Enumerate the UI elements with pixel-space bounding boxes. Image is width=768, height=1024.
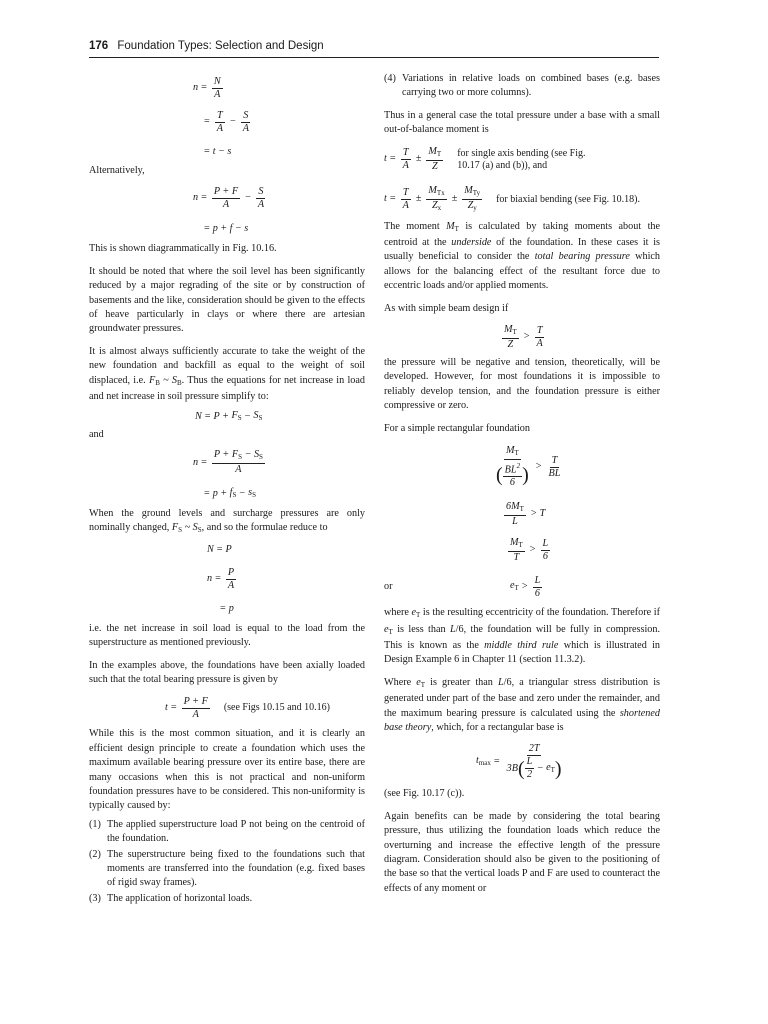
paragraph-ground-levels-b: , and so the formulae reduce to — [201, 522, 328, 534]
equation-equals-p: = p — [220, 603, 234, 615]
equation-biaxial: t = $\frac{T}{A}$ ± $\frac{M_{Tx}}{Z_x}$ ± $\frac{M_{Ty}}{Z_y}$ for biaxial bending (see Fig. 10.18). — [384, 185, 640, 213]
header-rule — [89, 57, 659, 58]
paragraph-pressure: the pressure will be negative and tension, theoretically, will be developed. However, for most foundations it is impossible to reliably develop tension, and the foundation pressure is either compressive or zero. — [384, 357, 660, 412]
paragraph-moment: The moment $M_T$ is calculated by taking moments about the centroid at the underside of the foundation. In these cases it is usually beneficial to consider the total bearing pressure which allows for the balancing effect of the resultant force due to eccentric loads and/or applied moments. — [384, 220, 661, 292]
list-item: (3) The application of horizontal loads. — [89, 892, 253, 904]
equation-p-fs-ss: = p + $f_S$ − $s_S$ — [204, 486, 256, 499]
see-fig-c-text: (see Fig. 10.17 (c)). — [384, 788, 465, 800]
equation-mt-z-gt-t-a: $\frac{M_T}{Z}$ > $\frac{T}{A}$ — [504, 323, 543, 350]
inline-fs-ss: $F_S$ ~ $S_S$ — [171, 522, 202, 535]
paragraph-almost-always-b: . Thus the equations for net increase in load and net increase in soil pressure simplify to: — [89, 374, 366, 403]
right-column — [384, 72, 660, 904]
equation-p-plus-f-minus-s: = p + f − s — [204, 223, 249, 235]
paragraph-examples: In the examples above, the foundations have been axially loaded such that the total bearing pressure is given by — [89, 659, 365, 685]
causes-list — [89, 818, 365, 906]
paragraph-as-with: As with simple beam design if — [384, 302, 509, 314]
single-axis-text: for single axis bending (see Fig. 10.17 (a) and (b)), and — [457, 147, 586, 171]
paragraph-soil-level: It should be noted that where the soil level has been significantly reduced by a major regrading of the site or by construction of basements and the like, consideration should be given to the effects of heave particularly in clays or where there are artesian groundwater pressures. — [89, 265, 365, 335]
paragraph-where: where $e_T$ is the resulting eccentricity of the foundation. Therefore if $e_T$ is less than L/6, the foundation will be fully in compression. This is known as the middle third rule which is illustrated in Design Example 6 in Chapter 11 (section 11.3.2). — [384, 607, 661, 666]
list-item: (2) The superstructure being fixed to the foundations such that moments are transferred into the foundation (e.g. fixed bases of rigid sway frames). — [89, 848, 365, 889]
inline-fb-sb: $F_B$ ~ $S_B$ — [148, 374, 182, 387]
list-item: (1) The applied superstructure load P not being on the centroid of the foundation. — [89, 818, 365, 845]
equation-N-net: N = P + $F_S$ − $S_S$ — [195, 410, 263, 423]
see-figs-text: (see Figs 10.15 and 10.16) — [223, 702, 330, 714]
paragraph-ground-levels — [89, 507, 365, 538]
equation-single-axis: t = $\frac{T}{A}$ ± $\frac{M_T}{Z}$ for single axis bending (see Fig. 10.17 (a) and (b)), and — [384, 140, 660, 180]
inline-mt: $M_T$ — [446, 220, 459, 233]
equation-t-pf-over-a: t = $\frac{P + F}{A}$ (see Figs 10.15 and 10.16) — [165, 695, 330, 720]
running-header — [89, 40, 659, 52]
paragraph-greater: Where $e_T$ is greater than L/6, a triangular stress distribution is generated under part of the base and zero under the remainder, and the maximum bearing pressure is calculated using the shortened base theory, which, for a rectangular base is — [384, 676, 661, 733]
equation-et-l6: or $e_T$ > $\frac{L}{6}$ — [384, 574, 541, 599]
paragraph-ie: i.e. the net increase in soil load is equal to the load from the superstructure as mentioned previously. — [89, 622, 365, 649]
equation-tmax: $t_{max}$ = 2T 3B ( $\frac{L}{2}$ − $e_T$ ) — [476, 743, 562, 781]
equation-mt-t-l6: $\frac{M_T}{T}$ > $\frac{L}{6}$ — [510, 536, 549, 563]
alternatively-text: Alternatively, — [89, 165, 145, 176]
paragraph-diagram: This is shown diagrammatically in Fig. 10.16. — [89, 243, 277, 255]
equation-n-net: n = $\frac{P + F_S - S_S}{A}$ — [193, 449, 263, 476]
equation-mt-bl2: $M_T$ ( $\frac{BL^2}{6}$ ) > $\frac{T}{BL}$ — [496, 444, 561, 489]
left-column — [89, 72, 365, 907]
paragraph-ground-levels-a: When the ground levels and surcharge pressures are only nominally changed, — [89, 507, 365, 534]
equation-N-equals-P: N = P — [207, 544, 232, 556]
equation-t-minus-s-fraction: = $\frac{T}{A}$ − $\frac{S}{A}$ — [204, 109, 249, 134]
paragraph-again: Again benefits can be made by considering the total bearing pressure, thus utilizing the foundation loads which reduce the overturning and increase the effective length of the pressure diagram. Consideration should also be given to the positioning of the base so that the vertical loads P and F are used to counteract the effects of any moment or — [384, 810, 660, 894]
page-number: 176 — [89, 40, 109, 52]
paragraph-while: While this is the most common situation, and it is clearly an efficient design principle to create a foundation which uses the maximum available bearing pressure over its entire base, there are many occasions when this is not practical and non-uniform foundation pressures have to be considered. This non-uniformity is typically caused by: — [89, 728, 365, 812]
causes-list-continued — [384, 72, 660, 101]
list-item: (4) Variations in relative loads on combined bases (e.g. bases carrying two or more columns). — [384, 73, 660, 99]
paragraph-almost-always-a: It is almost always sufficiently accurate to take the weight of the new foundation and backfill as equal to the weight of soil displaced, i.e. — [89, 345, 365, 386]
paragraph-almost-always — [89, 345, 365, 405]
equation-t-minus-s: = t − s — [204, 145, 232, 157]
equation-pf-s: n = $\frac{P + F}{A}$ − $\frac{S}{A}$ — [193, 185, 265, 210]
and-text: and — [89, 429, 104, 441]
equation-6mt-l: $\frac{6M_T}{L}$ > T — [506, 500, 546, 527]
or-text: or — [384, 580, 393, 592]
paragraph-simple-rect: For a simple rectangular foundation — [384, 422, 530, 434]
running-title: Foundation Types: Selection and Design — [117, 40, 324, 52]
equation-n-over-a: n = $\frac{N}{A}$ — [193, 75, 221, 100]
biaxial-text: for biaxial bending (see Fig. 10.18). — [496, 193, 640, 205]
paragraph-thus: Thus in a general case the total pressure under a base with a small out-of-balance moment is — [384, 109, 660, 136]
equation-n-equals-p-over-a: n = $\frac{P}{A}$ — [207, 567, 235, 592]
